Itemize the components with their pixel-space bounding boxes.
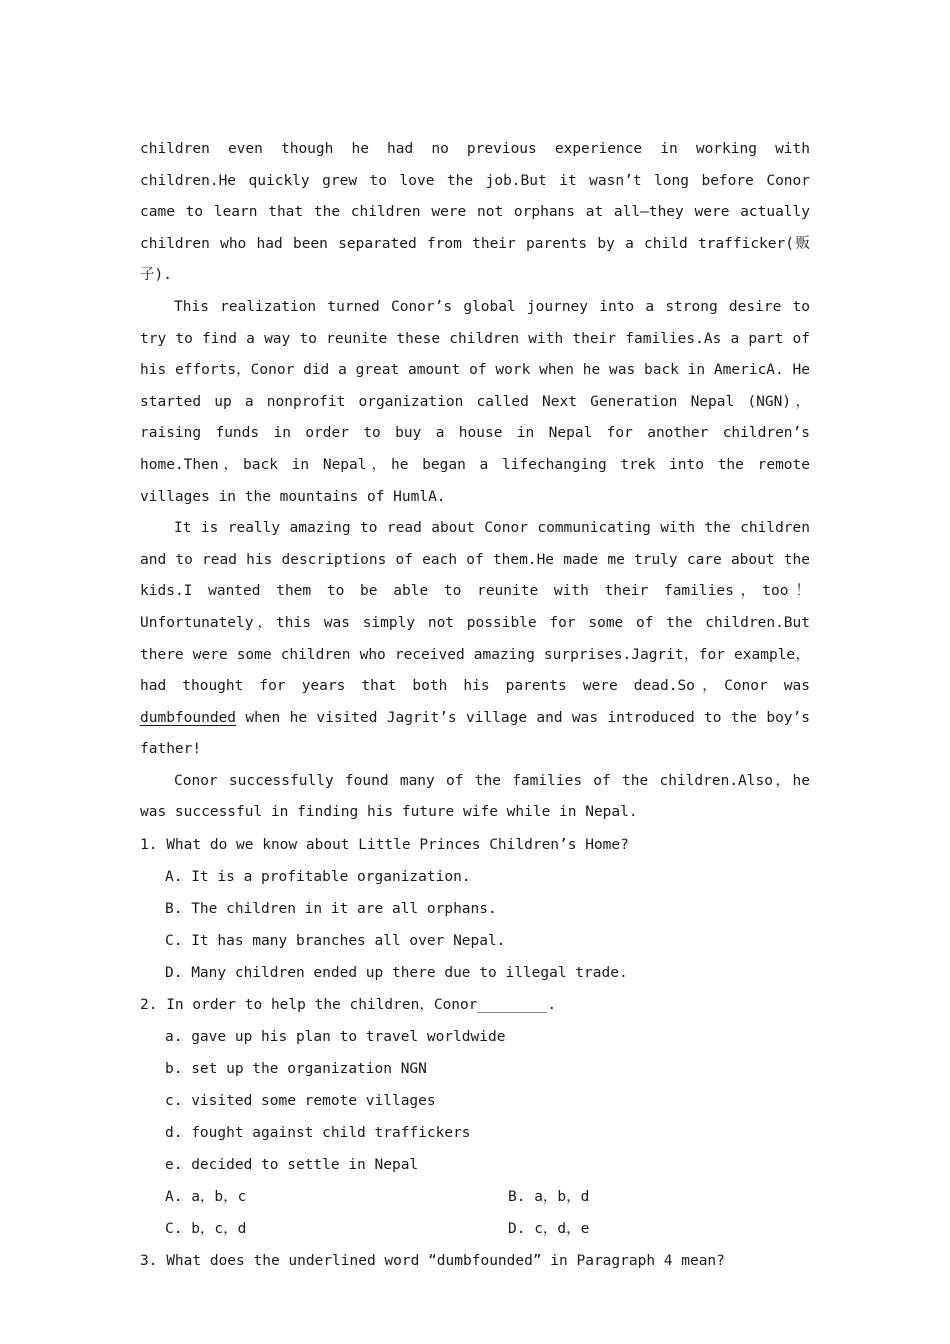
question-1-stem: 1. What do we know about Little Princes Children’s Home? xyxy=(140,837,629,854)
question-2-item-e: e. decided to settle in Nepal xyxy=(165,1157,419,1174)
question-2-option-d: D. c，d，e xyxy=(508,1221,590,1238)
underlined-word: dumbfounded xyxy=(140,709,237,726)
question-3 xyxy=(140,1245,810,1277)
question-1 xyxy=(140,829,810,989)
question-3-stem: 3. What does the underlined word “dumbfounded” in Paragraph 4 mean? xyxy=(140,1253,725,1270)
passage-paragraph-1: children even though he had no previous experience in working with children.He quickly grew to love the job.But it wasn’t long before Conor came to learn that the children were not orphans at all—they were actually children who had been separated from their parents by a child trafficker(贩子). xyxy=(140,141,810,284)
paragraph-3-text-after: when he visited Jagrit’s village and was introduced to the boy’s father! xyxy=(140,709,810,758)
question-2-item-d: d. fought against child traffickers xyxy=(165,1125,471,1142)
question-2-stem: 2. In order to help the children，Conor________. xyxy=(140,997,557,1014)
passage-paragraph-3 xyxy=(140,513,810,766)
question-2-options-row-2 xyxy=(140,1213,810,1245)
question-1-option-a: A. It is a profitable organization. xyxy=(165,869,471,886)
passage-paragraph-2: This realization turned Conor’s global journey into a strong desire to try to find a way to reunite these children with their families.As a part of his efforts，Conor did a great amount of work when he was back in AmericA. He started up a nonprofit organization called Next Generation Nepal (NGN)，raising funds in order to buy a house in Nepal for another children’s home.Then，back in Nepal，he began a lifechanging trek into the remote villages in the mountains of HumlA. xyxy=(140,298,810,505)
question-1-option-b: B. The children in it are all orphans. xyxy=(165,901,497,918)
question-2-item-a: a. gave up his plan to travel worldwide xyxy=(165,1029,506,1046)
question-2-option-a: A. a，b，c xyxy=(165,1189,247,1206)
question-2-item-b: b. set up the organization NGN xyxy=(165,1061,427,1078)
passage-paragraph-4: Conor successfully found many of the families of the children.Also，he was successful in finding his future wife while in Nepal. xyxy=(140,772,810,821)
paragraph-3-text-before: It is really amazing to read about Conor communicating with the children and to read his descriptions of each of them.He made me truly care about the kids.I wanted them to be able to reunite with their families，too！Unfortunately，this was simply not possible for some of the children.But there were some children who received amazing surprises.Jagrit，for example，had thought for years that both his parents were dead.So，Conor was xyxy=(140,520,810,695)
document-page xyxy=(140,134,810,1277)
question-2-option-c: C. b，c，d xyxy=(165,1221,247,1238)
question-2 xyxy=(140,989,810,1245)
question-2-option-b: B. a，b，d xyxy=(508,1189,590,1206)
question-1-option-c: C. It has many branches all over Nepal. xyxy=(165,933,506,950)
question-2-item-c: c. visited some remote villages xyxy=(165,1093,436,1110)
question-2-options-row-1 xyxy=(140,1181,810,1213)
question-1-option-d: D. Many children ended up there due to illegal trade. xyxy=(165,965,628,982)
